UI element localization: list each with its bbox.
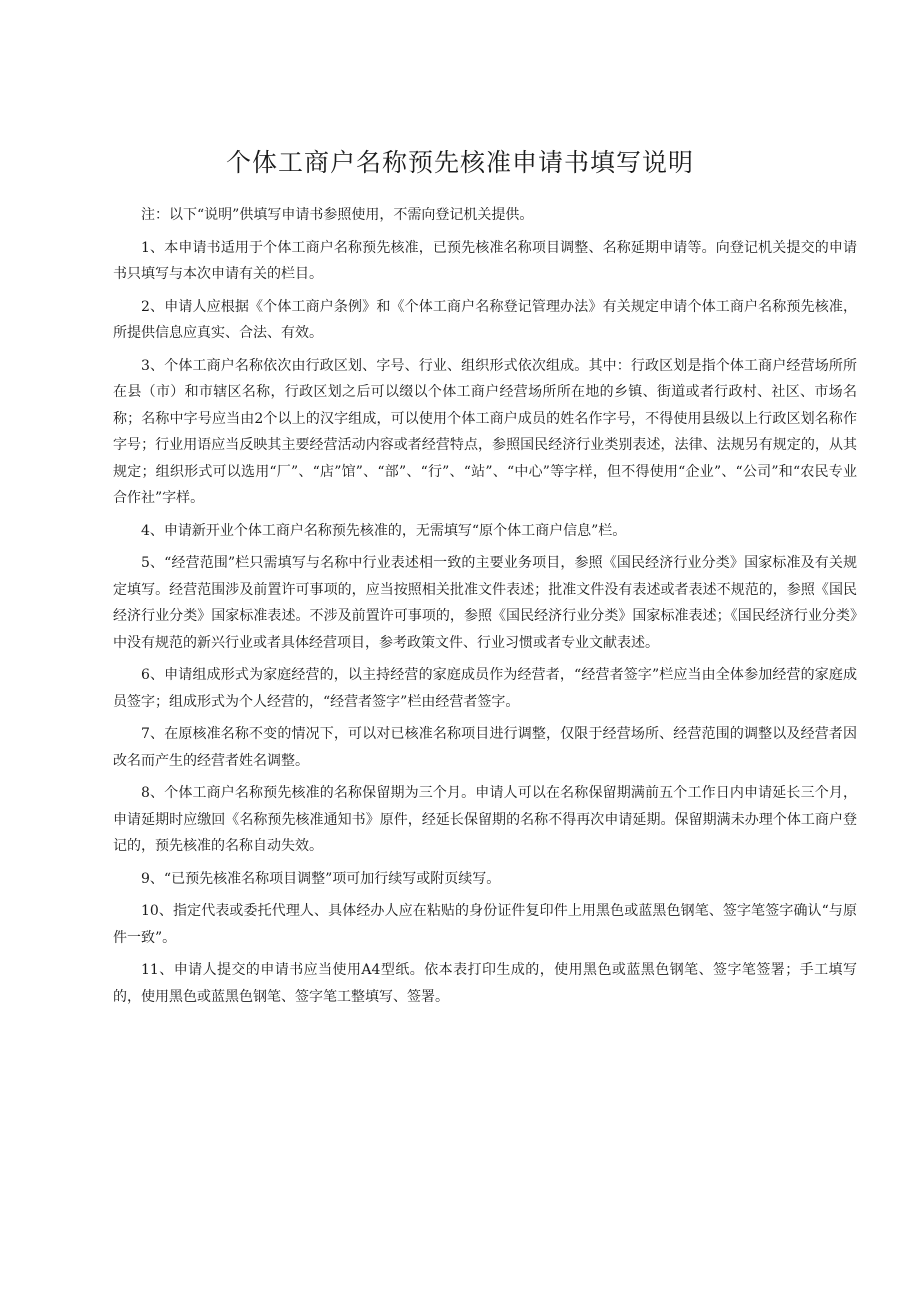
instruction-paragraph-8: 8、个体工商户名称预先核准的名称保留期为三个月。申请人可以在名称保留期满前五个工作日内申请延长三个月，申请延期时应缴回《名称预先核准通知书》原件，经延长保留期的名称不得再次申请延期。保留期满未办理个体工商户登记的，预先核准的名称自动失效。 <box>113 785 857 854</box>
instruction-paragraph-1: 1、本申请书适用于个体工商户名称预先核准，已预先核准名称项目调整、名称延期申请等。向登记机关提交的申请书只填写与本次申请有关的栏目。 <box>113 239 857 282</box>
instruction-paragraph-9: 9、“已预先核准名称项目调整”项可加行续写或附页续写。 <box>141 870 501 887</box>
instruction-paragraph-3: 3、个体工商户名称依次由行政区划、字号、行业、组织形式依次组成。其中：行政区划是指个体工商户经营场所所在县（市）和市辖区名称，行政区划之后可以缀以个体工商户经营场所所在地的乡镇、街道或者行政村、社区、市场名称；名称中字号应当由2个以上的汉字组成，可以使用个体工商户成员的姓名作字号，不得使用县级以上行政区划名称作字号；行业用语应当反映其主要经营活动内容或者经营特点，参照国民经济行业类别表述，法律、法规另有规定的，从其规定；组织形式可以选用“厂”、“店”馆”、“部”、“行”、“站”、“中心”等字样，但不得使用“企业”、“公司”和“农民专业合作社”字样。 <box>113 357 857 506</box>
instruction-paragraph-4: 4、申请新开业个体工商户名称预先核准的，无需填写“原个体工商户信息”栏。 <box>141 522 627 539</box>
document-body <box>113 202 857 1016</box>
document-title: 个体工商户名称预先核准申请书填写说明 <box>225 148 694 177</box>
instruction-paragraph-6: 6、申请组成形式为家庭经营的，以主持经营的家庭成员作为经营者，“经营者签字”栏应当由全体参加经营的家庭成员签字；组成形式为个人经营的，“经营者签字”栏由经营者签字。 <box>113 667 857 710</box>
note-paragraph: 注：以下“说明”供填写申请书参照使用，不需向登记机关提供。 <box>141 207 534 223</box>
instruction-paragraph-7: 7、在原核准名称不变的情况下，可以对已核准名称项目进行调整，仅限于经营场所、经营范围的调整以及经营者因改名而产生的经营者姓名调整。 <box>113 726 857 769</box>
instruction-paragraph-10: 10、指定代表或委托代理人、具体经办人应在粘贴的身份证件复印件上用黑色或蓝黑色钢笔、签字笔签字确认“与原件一致”。 <box>113 903 857 946</box>
instruction-paragraph-2: 2、申请人应根据《个体工商户条例》和《个体工商户名称登记管理办法》有关规定申请个体工商户名称预先核准，所提供信息应真实、合法、有效。 <box>113 298 857 341</box>
instruction-paragraph-11: 11、申请人提交的申请书应当使用A4型纸。依本表打印生成的，使用黑色或蓝黑色钢笔、签字笔签署；手工填写的，使用黑色或蓝黑色钢笔、签字笔工整填写、签署。 <box>113 962 857 1005</box>
instruction-paragraph-5: 5、“经营范围”栏只需填写与名称中行业表述相一致的主要业务项目，参照《国民经济行业分类》国家标准及有关规定填写。经营范围涉及前置许可事项的，应当按照相关批准文件表述；批准文件没有表述或者表述不规范的，参照《国民经济行业分类》国家标准表述。不涉及前置许可事项的，参照《国民经济行业分类》国家标准表述；《国民经济行业分类》中没有规范的新兴行业或者具体经营项目，参考政策文件、行业习惯或者专业文献表述。 <box>113 555 857 651</box>
